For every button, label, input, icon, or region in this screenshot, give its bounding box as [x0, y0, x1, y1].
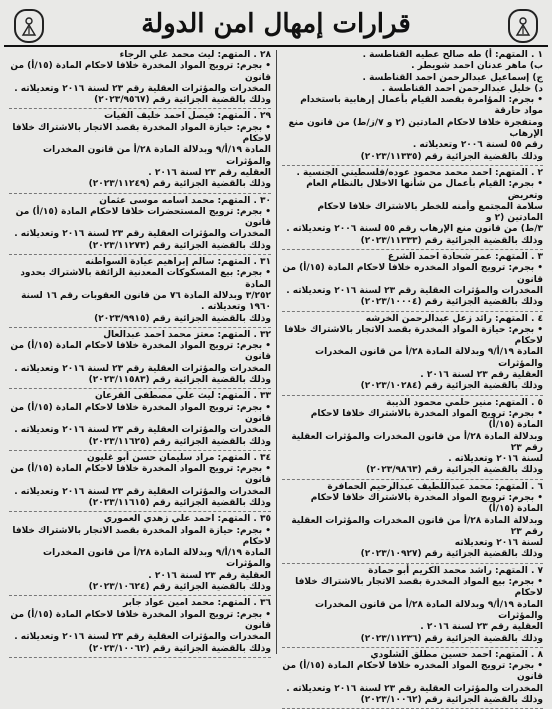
- entry-line: • بجرم: ترويج المواد المخدرة بالاشتراك خلافا لاحكام المادة (١٥/أ): [310, 408, 543, 431]
- entry-line: ب) ماهر عدنان احمد شويطر .: [411, 61, 543, 72]
- entry-line: رقم ٥٥ لسنة ٢٠٠٦ وتعديلاته .: [412, 140, 543, 151]
- entry-line: سلامة المجتمع وأمنه للخطر بالاشتراك خلافا لاحكام المادتين (٢ و: [317, 201, 543, 224]
- entry-line: • بجرم: ترويج المواد المخدره خلافا لاحكام المادة (١٥/أ) من قانون: [282, 263, 543, 285]
- entry-line: وذلك بالقضية الجزائية رقم (٢٠٢٣/١١٢٤٩): [88, 179, 271, 190]
- defendant-line: ٣١ . المتهم: سالم إبراهيم عيادة السواطنه: [85, 257, 271, 268]
- entry-line: • بجرم: حيازة المواد المخدرة بقصد الاتجار بالاشتراك خلافا لاحكام: [12, 525, 271, 547]
- entry-line: المخدرات والمؤثرات العقلية رقم ٢٣ لسنة ٢٠١٦ وتعديلاته .: [14, 632, 271, 643]
- entry-line: وذلك بالقضية الجزائية رقم (٢٠٢٣/٩٩١٥): [94, 313, 271, 324]
- decision-entry: [282, 252, 543, 311]
- decision-entry: [282, 50, 543, 166]
- entry-line: لسنة ٢٠١٦ وتعديلاته .: [448, 454, 543, 465]
- entry-line: العقلية رقم ٢٣ لسنة ٢٠١٦ .: [420, 370, 543, 381]
- defendant-line: ١ . المتهم: أ) طه صالح عطيه القناطسة .: [362, 50, 543, 60]
- entry-line: وذلك بالقضية الجزائية رقم (٢٠٢٣/١٠٢٨٤): [360, 381, 543, 392]
- entry-line: • بجرم: القيام بأعمال من شأنها الاخلال بالنظام العام وتعريض: [306, 179, 543, 201]
- entry-line: • بجرم: ترويج المواد المخدره خلافا لاحكام المادة (١٥/أ) من قانون: [282, 661, 543, 683]
- entry-line: المخدرات والمؤثرات العقلية رقم ٢٣ لسنة ٢٠١٦ وتعديلاته .: [14, 363, 271, 374]
- page-title: قرارات إمهال امن الدولة: [141, 9, 411, 39]
- entry-line: د) خليل عبدالرحمن احمد القناطسة .: [381, 83, 543, 94]
- decision-entry: [282, 398, 543, 480]
- entry-line: المخدرات والمؤثرات العقلية رقم ٢٣ لسنة ٢٠١٦ وتعديلاته .: [14, 486, 271, 497]
- entry-line: وذلك بالقضية الجزائية رقم (٢٠٢٣/١٠٩٢٧): [360, 549, 543, 560]
- entry-line: • بجرم: ترويج المواد المخدرة خلافا لاحكام المادة (١٥/أ) من قانون: [10, 609, 271, 631]
- defendant-line: ٦ . المتهم: محمد عبداللطيف عبدالرحيم الحمافرة: [327, 481, 543, 492]
- entry-line: • بجرم: ترويج المستحضرات خلافا لاحكام المادة (١٥/أ) من قانون: [15, 206, 271, 229]
- entry-line: العقلية رقم ٢٣ لسنة ٢٠١٦ .: [420, 622, 543, 633]
- entry-line: العقليه رقم ٢٣ لسنة ٢٠١٦ .: [148, 167, 271, 178]
- entry-line: وذلك بالقضية الجزائية رقم (٢٠٢٣/١٠٠٦٢): [88, 643, 271, 654]
- entry-line: • بجرم: ترويج المواد المخدرة خلافا لاحكام المادة (١٥/أ) من قانون: [10, 341, 271, 363]
- decision-entry: [9, 598, 271, 657]
- decision-entry: [9, 257, 271, 328]
- entry-line: ٣/٢٥٢ وبدلالة المادة ٧٦ من قانون العقوبات رقم ١٦ لسنة: [21, 290, 271, 301]
- entry-line: المخدرات والمؤثرات العقلية رقم ٢٣ لسنة ٢٠١٦ وتعديلاته .: [286, 683, 543, 694]
- entry-line: وذلك بالقضية الجزائية رقم (٢٠٢٣/١٠٦٢٤): [88, 582, 271, 593]
- right-column: [276, 50, 548, 706]
- entry-line: وذلك بالقضية الجزائية رقم (٢٠٢٣/١١٦٢٥): [88, 436, 271, 447]
- defendant-line: ٣٢ . المتهم: معتز محمد احمد عبدالعال: [103, 329, 271, 340]
- decision-entry: [282, 314, 543, 396]
- entry-line: وبدلالة المادة ٢٨/أ من قانون المخدرات والمؤثرات العقلية رقم ٢٣: [291, 515, 543, 537]
- emblem-icon: [14, 9, 44, 43]
- left-column: [4, 50, 276, 654]
- entry-line: • بجرم: ترويج المواد المخدرة خلافا لاحكام المادة (١٥/أ) من قانون: [10, 464, 271, 486]
- columns: [4, 50, 548, 706]
- entry-line: وذلك بالقضية الجزائية رقم (٢٠٢٣/١١٣٣٣): [360, 235, 543, 246]
- entry-line: وذلك بالقضية الجزائية رقم (٢٠٢٣/١٠٠٦٢): [360, 695, 543, 706]
- defendant-line: ٣٠ . المتهم: محمد اسامه موسى عثمان: [99, 195, 271, 206]
- emblem-icon: [508, 9, 538, 43]
- entry-line: • بجرم: ترويج المواد المخدرة بالاشتراك خلافا لاحكام المادة (١٥/أ): [310, 492, 543, 515]
- entry-line: المادة ١٩/أ/٩ وبدلالة المادة ٢٨/أ من قانون المخدرات والمؤثرات: [315, 599, 543, 621]
- entry-line: • بجرم: حيازة المواد المخدرة بقصد الاتجار بالاشتراك خلافا لاحكام: [284, 324, 543, 347]
- defendant-line: ٢٩ . المتهم: فيصل احمد خليف الفيات: [104, 111, 271, 122]
- entry-line: المادة ١٩/أ/٩ وبدلالة المادة ٢٨/أ من قانون المخدرات والمؤثرات: [43, 145, 271, 167]
- decision-entry: [9, 514, 271, 596]
- entry-line: وذلك بالقضية الجزائية رقم (٢٠٢٣/١١٥٨٣): [88, 375, 271, 386]
- entry-line: المادة ١٩/أ/٩ وبدلالة المادة ٢٨/أ من قانون المخدرات والمؤثرات: [43, 548, 271, 570]
- defendant-line: ٨ . المتهم: احمد حسين مطلق الشلودي: [370, 649, 543, 660]
- defendant-line: ٣ . المتهم: عمر شحادة احمد الشرع: [387, 252, 543, 263]
- decision-entry: [9, 453, 271, 512]
- entry-line: المادة ١٩/أ/٩ وبدلالة المادة ٢٨/أ من قانون المخدرات والمؤثرات: [315, 347, 543, 369]
- defendant-line: ٣٣ . المتهم: ليث علي مصطفى القرعان: [94, 391, 271, 402]
- defendant-line: ٤ . المتهم: رائد زعل عبدالرحمن الخرشه: [365, 313, 543, 324]
- decision-entry: [9, 330, 271, 389]
- entry-line: ج) إسماعيل عبدالرحمن احمد القناطسة .: [362, 72, 543, 83]
- entry-line: وذلك بالقضية الجزائية رقم (٢٠٢٣/١١٢٣٦): [360, 633, 543, 644]
- defendant-line: ٢ . المتهم: احمد محمد محمود عوده/فلسطيني الجنسية .: [296, 167, 543, 178]
- decision-entry: [282, 168, 543, 250]
- decision-entry: [9, 391, 271, 450]
- decision-entry: [9, 196, 271, 255]
- entry-line: المخدرات والمؤثرات العقلية رقم ٢٣ لسنة ٢٠١٦ وتعديلاته .: [14, 83, 271, 94]
- defendant-line: ٣٥ . المتهم: احمد علي زهدي العموري: [103, 514, 271, 525]
- entry-line: ١٩٦٠ وتعديلاته .: [201, 302, 271, 313]
- entry-line: العقلية رقم ٢٣ لسنة ٢٠١٦ .: [148, 570, 271, 581]
- decision-entry: [9, 111, 271, 193]
- defendant-line: ٣٤ . المتهم: مراد سليمان حسن أبو غليون: [87, 452, 271, 463]
- entry-line: المخدرات والمؤثرات العقلية رقم ٢٣ لسنة ٢٠١٦ وتعديلاته .: [14, 229, 271, 240]
- entry-line: وذلك بالقضية الجزائية رقم (٢٠٢٣/١١٦١٥): [88, 497, 271, 508]
- decision-entry: [9, 50, 271, 109]
- entry-line: وذلك بالقضية الجزائية رقم (٢٠٢٣/١٠٠٠٤): [360, 297, 543, 308]
- entry-line: ومتفجرة خلافا لاحكام المادتين (٢ و ٧/ز/ط) من قانون منع الإرهاب: [288, 117, 543, 140]
- entry-line: • بجرم: ترويج المواد المخدرة خلافا لاحكام المادة (١٥/أ) من قانون: [10, 61, 271, 83]
- entry-line: المخدرات والمؤثرات العقلية رقم ٢٣ لسنة ٢٠١٦ وتعديلاته .: [14, 425, 271, 436]
- defendant-line: ٧ . المتهم: راشد محمد الكريم أبو حمادة: [368, 565, 543, 576]
- entry-line: وذلك بالقضية الجزائية رقم (٢٠٢٣/٩٥٦٧): [94, 95, 271, 106]
- entry-line: المخدرات والمؤثرات العقلية رقم ٢٣ لسنة ٢٠١٦ وتعديلاته .: [286, 285, 543, 296]
- entry-line: • بجرم: بيع المسكوكات المعدنية الزائفة بالاشتراك بحدود المادة: [20, 268, 271, 290]
- entry-line: • بجرم: ترويج المواد المخدرة خلافا لاحكام المادة (١٥/أ) من قانون: [10, 402, 271, 424]
- defendant-line: ٣٦ . المتهم: محمد امين عواد جابر: [122, 598, 271, 609]
- entry-line: وبدلالة المادة ٢٨/أ من قانون المخدرات والمؤثرات العقلية رقم ٢٣: [291, 431, 543, 453]
- entry-line: • بجرم: حيازة المواد المخدرة بقصد الاتجار بالاشتراك خلافا لاحكام: [12, 122, 271, 145]
- entry-line: • بجرم: المؤامرة بقصد القيام بأعمال إرهابية باستخدام مواد حارقة: [300, 95, 543, 117]
- entry-line: وذلك بالقضية الجزائية رقم (٢٠٢٣/١١٢٧٣): [88, 240, 271, 251]
- defendant-line: ٥ . المتهم: منير حلمي محمود الذيبة: [386, 397, 543, 408]
- decision-entry: [282, 482, 543, 564]
- decision-entry: [282, 650, 543, 709]
- entry-line: لسنة ٢٠١٦ وتعديلاته: [454, 538, 543, 549]
- entry-line: ٣/ط) من قانون منع الإرهاب رقم ٥٥ لسنة ٢٠٠٦ وتعديلاته .: [286, 224, 543, 235]
- page-header: [4, 3, 548, 47]
- decision-entry: [282, 566, 543, 648]
- entry-line: وذلك بالقضية الجزائية رقم (٢٠٢٣/١١٣٣٥): [360, 151, 543, 162]
- entry-line: • بجرم: بيع المواد المخدرة بقصد الاتجار بالاشتراك خلافا لاحكام: [295, 577, 543, 599]
- defendant-line: ٢٨ . المتهم: ليث محمد علي الرجاء: [119, 50, 271, 60]
- entry-line: وذلك بالقضية الجزائية رقم (٢٠٢٣/٩٨٦٣): [366, 465, 543, 476]
